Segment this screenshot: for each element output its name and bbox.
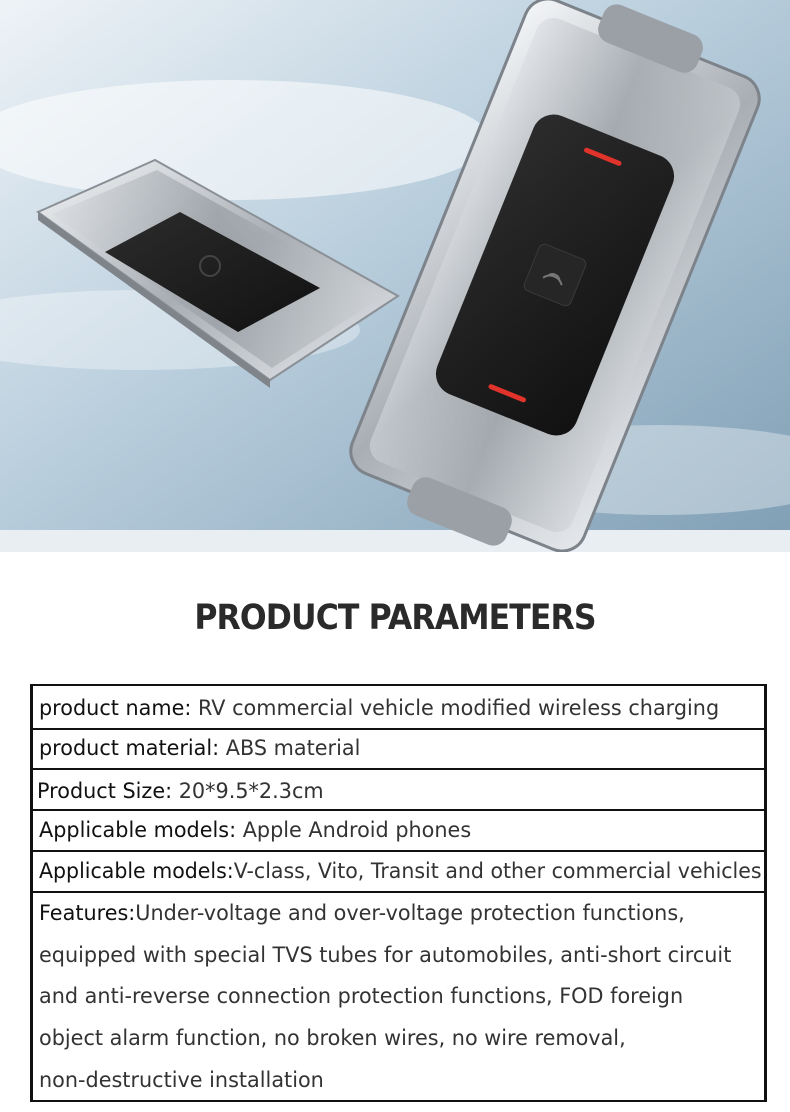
table-row [39, 688, 762, 728]
row-value: object alarm function, no broken wires, no wire removal, [39, 1026, 626, 1050]
row-value: V-class, Vito, Transit and other commercial vehicles [233, 859, 762, 883]
row-key: Features: [39, 901, 136, 925]
row-key: Applicable models: [39, 818, 237, 842]
row-value: and anti-reverse connection protection functions, FOD foreign [39, 984, 684, 1008]
row-key: Applicable models: [39, 859, 234, 883]
row-value: RV commercial vehicle modified wireless charging [197, 696, 720, 720]
row-value: Apple Android phones [242, 818, 472, 842]
table-row [39, 851, 762, 891]
row-value: Under-voltage and over-voltage protection functions, [135, 901, 685, 925]
row-key: Product Size: [37, 779, 173, 803]
product-photo [0, 0, 790, 552]
table-row [39, 1060, 762, 1100]
table-row [39, 976, 762, 1016]
table-row [39, 728, 762, 768]
table-row [39, 810, 762, 850]
table-row [39, 893, 762, 933]
row-value: non-destructive installation [39, 1068, 324, 1092]
page-title: PRODUCT PARAMETERS [194, 598, 596, 638]
table-row [37, 771, 760, 811]
table-row [39, 1018, 762, 1058]
table-row [39, 935, 762, 975]
row-key: product name: [39, 696, 192, 720]
row-value: ABS material [225, 736, 361, 760]
parameters-table [30, 684, 767, 1102]
row-value: 20*9.5*2.3cm [178, 779, 324, 803]
row-value: equipped with special TVS tubes for automobiles, anti-short circuit [39, 943, 732, 967]
row-key: product material: [39, 736, 220, 760]
